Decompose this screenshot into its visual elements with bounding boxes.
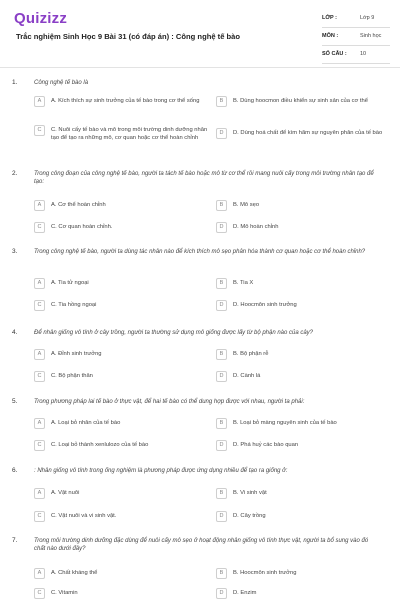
option-letter: A [34, 568, 45, 579]
option-text: D. Enzim [233, 590, 257, 596]
option-text: B. Bộ phận rễ [233, 351, 269, 357]
question-number: 2. [12, 170, 18, 177]
question-text: Công nghệ tế bào là [34, 80, 89, 86]
meta-label-count: SỐ CÂU : [322, 51, 347, 57]
worksheet-meta [322, 13, 390, 67]
option-text: A. Vật nuôi [51, 490, 80, 496]
option-letter: A [34, 278, 45, 289]
option-letter: A [34, 96, 45, 107]
question-text: Trong công đoạn của công nghệ tế bào, người ta tách tế bào hoặc mô từ cơ thể rồi mang nuôi cấy trong môi trường nhân tạo để tạo: [34, 171, 374, 185]
option-text: C. Vật nuôi và vi sinh vật. [51, 513, 117, 519]
option-text: C. Tia hồng ngoại [51, 302, 97, 308]
option-text: D. Cây trồng [233, 513, 266, 519]
option-letter: A [34, 418, 45, 429]
question-number: 7. [12, 537, 18, 544]
question-number: 5. [12, 398, 18, 405]
option-text: D. Cành lá [233, 373, 261, 379]
meta-label-subject: MÔN : [322, 33, 339, 39]
option-text: C. Cơ quan hoàn chỉnh. [51, 224, 113, 230]
option-text: D. Phá huỷ các bào quan [233, 442, 299, 448]
option-text: C. Vitamin [51, 590, 78, 596]
question-text: : Nhân giống vô tính trong ống nghiệm là phương pháp được ứng dụng nhiều để tạo ra giống ở: [34, 468, 288, 474]
option-text: B. Mô sẹo [233, 202, 260, 208]
option-text: A. Tia tử ngoại [51, 280, 89, 286]
option-letter: C [34, 222, 45, 233]
option-letter: D [216, 222, 227, 233]
question-text: Để nhân giống vô tính ở cây trồng, người ta thường sử dụng mô giống được lấy từ bộ phận nào của cây? [34, 330, 314, 336]
option-text: B. Loại bỏ màng nguyên sinh của tế bào [233, 420, 337, 426]
option-text: C. Nuôi cấy tế bào và mô trong môi trường dinh dưỡng nhân tạo để tạo ra những mô, cơ quan hoặc cơ thể hoàn chỉnh [51, 127, 208, 141]
option-letter: D [216, 440, 227, 451]
option-letter: A [34, 349, 45, 360]
option-letter: A [34, 200, 45, 211]
question-number: 1. [12, 79, 18, 86]
option-letter: C [34, 588, 45, 599]
option-text: B. Tia X [233, 280, 254, 286]
question-number: 3. [12, 248, 18, 255]
question-text: Trong phương pháp lai tế bào ở thực vật, để hai tế bào có thể dung hợp được với nhau, người ta phải: [34, 399, 305, 405]
option-letter: B [216, 96, 227, 107]
option-text: A. Cơ thể hoàn chỉnh [51, 202, 106, 208]
option-text: D. Dùng hoá chất để kìm hãm sự nguyên phân của tế bào [233, 130, 383, 136]
option-letter: D [216, 300, 227, 311]
option-letter: B [216, 278, 227, 289]
option-letter: D [216, 128, 227, 139]
question-number: 4. [12, 329, 18, 336]
option-letter: C [34, 511, 45, 522]
question-text: Trong môi trường dinh dưỡng đặc dùng để nuôi cấy mô sẹo ở hoạt động nhân giống vô tính thực vật, người ta bổ sung vào đó chất nào dưới đây? [34, 538, 369, 552]
option-text: C. Bộ phận thân [51, 373, 93, 379]
worksheet-header [0, 0, 400, 68]
option-text: A. Loại bỏ nhân của tế bào [51, 420, 121, 426]
option-letter: A [34, 488, 45, 499]
option-letter: D [216, 588, 227, 599]
meta-label-grade: LỚP : [322, 15, 337, 21]
option-letter: B [216, 200, 227, 211]
meta-value-count: 10 [360, 51, 367, 57]
option-letter: C [34, 371, 45, 382]
meta-row-grade [322, 13, 390, 28]
meta-row-count [322, 49, 390, 64]
option-letter: D [216, 371, 227, 382]
quizizz-logo: Quizizz [14, 10, 68, 27]
option-letter: B [216, 418, 227, 429]
option-text: C. Loại bỏ thành xenlulozo của tế bào [51, 442, 149, 448]
option-text: A. Kích thích sự sinh trưởng của tế bào trong cơ thể sống [51, 98, 200, 104]
option-letter: B [216, 488, 227, 499]
meta-row-subject [322, 31, 390, 46]
option-text: D. Hoocmôn sinh trưởng [233, 302, 297, 308]
option-letter: B [216, 568, 227, 579]
meta-value-subject: Sinh học [360, 33, 382, 39]
option-text: D. Mô hoàn chỉnh [233, 224, 279, 230]
option-letter: B [216, 349, 227, 360]
option-text: B. Dùng hoocmon điều khiển sự sinh sản của cơ thể [233, 98, 368, 104]
question-number: 6. [12, 467, 18, 474]
option-letter: C [34, 125, 45, 136]
option-letter: D [216, 511, 227, 522]
meta-value-grade: Lớp 9 [360, 15, 375, 21]
option-letter: C [34, 440, 45, 451]
option-text: A. Chất kháng thể [51, 570, 98, 576]
question-text: Trong công nghệ tế bào, người ta dùng tác nhân nào để kích thích mô sẹo phân hóa thành cơ quan hoặc cơ thể hoàn chỉnh? [34, 249, 366, 255]
option-text: B. Vi sinh vật [233, 490, 267, 496]
option-letter: C [34, 300, 45, 311]
worksheet-title: Trắc nghiệm Sinh Học 9 Bài 31 (có đáp án) : Công nghệ tế bào [16, 32, 241, 41]
option-text: B. Hoocmôn sinh trưởng [233, 570, 297, 576]
option-text: A. Đỉnh sinh trưởng [51, 351, 102, 357]
